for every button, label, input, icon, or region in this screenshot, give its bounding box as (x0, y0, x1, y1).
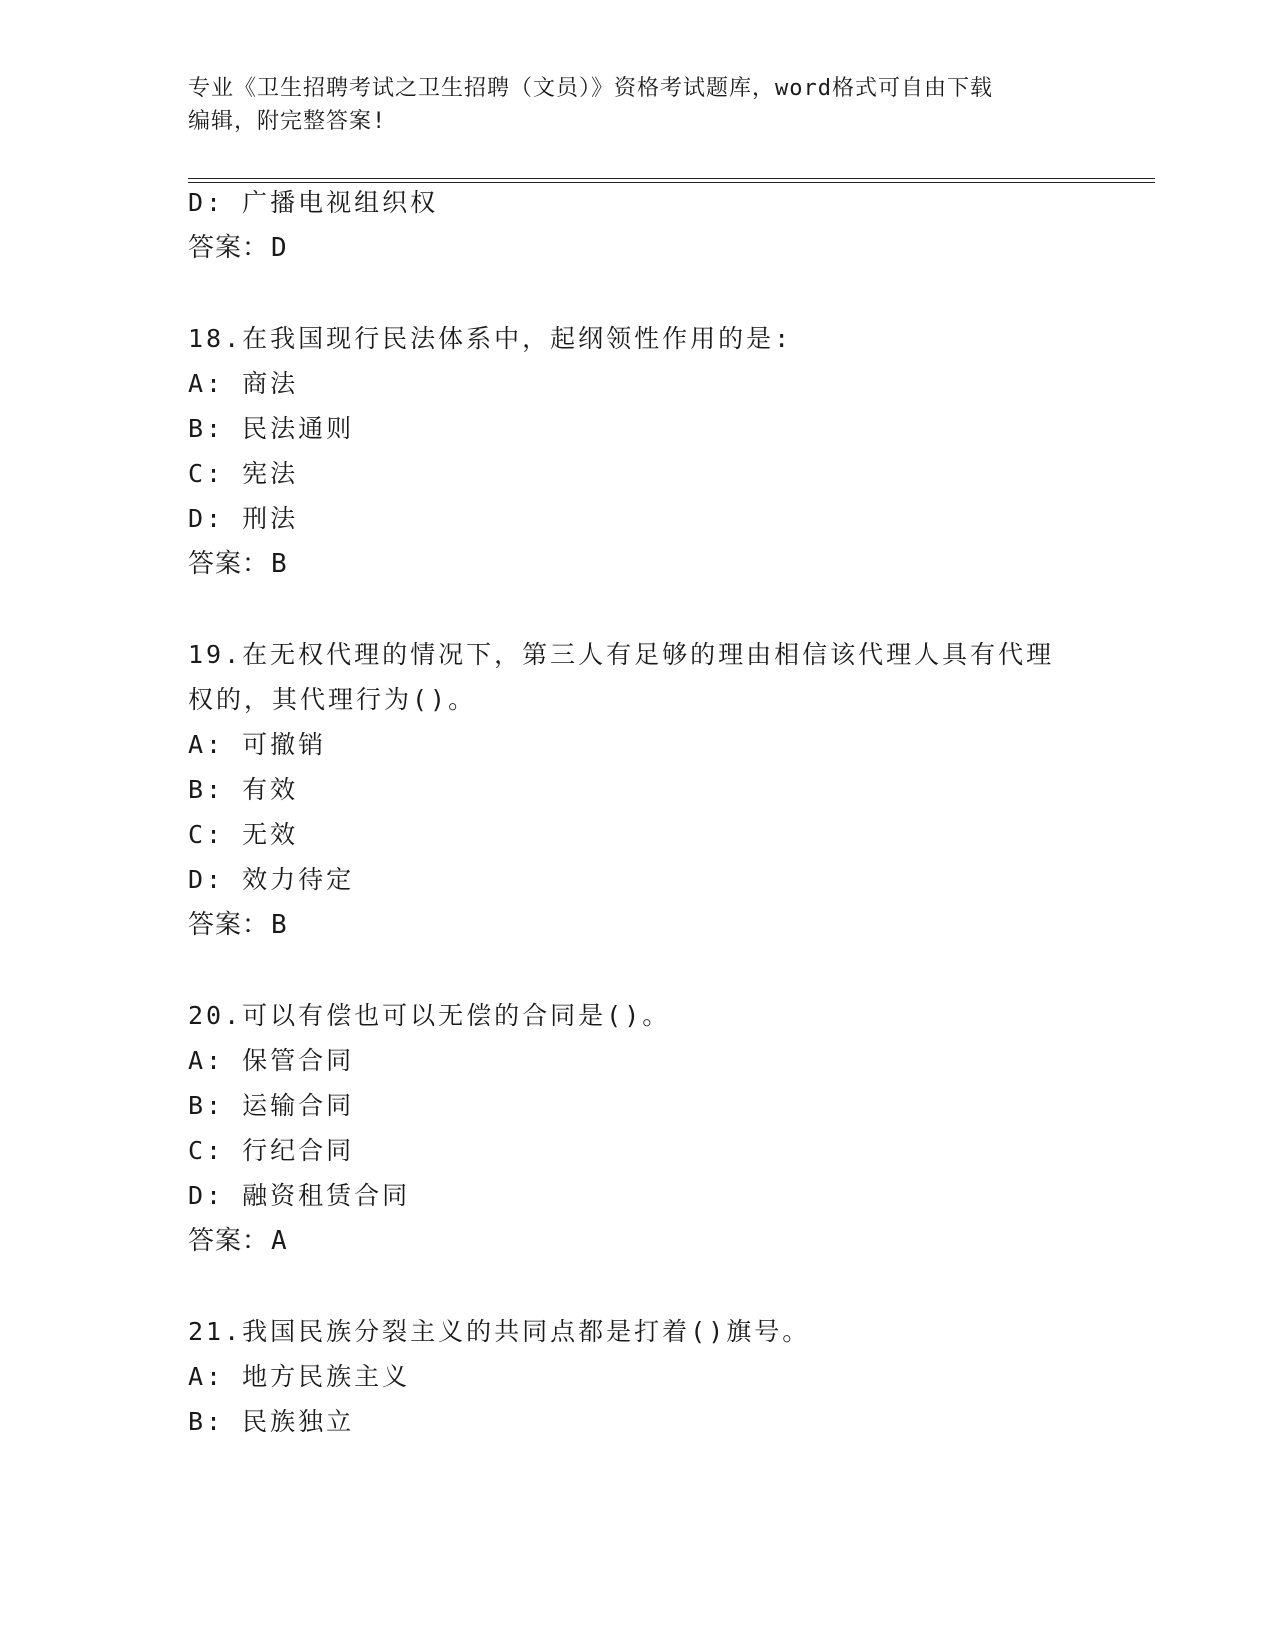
question-21-stem: 21.我国民族分裂主义的共同点都是打着()旗号。 (188, 1317, 811, 1346)
answer-label: 答案： (188, 910, 270, 940)
answer-label: 答案： (188, 1226, 270, 1256)
question-20-option-c: C: 行纪合同 (188, 1136, 355, 1165)
answer-label: 答案： (188, 549, 270, 579)
question-20-answer (188, 1224, 288, 1258)
question-18-option-b: B: 民法通则 (188, 414, 355, 443)
question-20-option-b: B: 运输合同 (188, 1091, 355, 1120)
question-19-option-c: C: 无效 (188, 820, 299, 849)
header-line-2: 编辑，附完整答案! (188, 109, 387, 134)
question-19-option-a: A: 可撤销 (188, 730, 327, 759)
question-18-answer (188, 547, 288, 581)
question-20-stem: 20.可以有偿也可以无偿的合同是()。 (188, 1001, 671, 1030)
answer-value: D (271, 233, 288, 263)
answer-value: B (271, 910, 288, 940)
document-header (188, 72, 1088, 138)
header-divider (188, 178, 1155, 183)
question-18-option-d: D: 刑法 (188, 504, 299, 533)
question-19-stem-line-2: 权的，其代理行为()。 (188, 685, 477, 714)
prev-answer (188, 231, 288, 265)
question-21-option-b: B: 民族独立 (188, 1407, 355, 1436)
question-18-option-a: A: 商法 (188, 369, 299, 398)
answer-label: 答案： (188, 233, 270, 263)
question-20-option-a: A: 保管合同 (188, 1046, 355, 1075)
question-19-option-b: B: 有效 (188, 775, 299, 804)
question-20-option-d: D: 融资租赁合同 (188, 1181, 411, 1210)
answer-value: A (271, 1226, 288, 1256)
question-21-option-a: A: 地方民族主义 (188, 1362, 411, 1391)
header-line-1: 专业《卫生招聘考试之卫生招聘（文员）》资格考试题库，word格式可自由下载 (188, 76, 993, 101)
question-18-stem: 18.在我国现行民法体系中，起纲领性作用的是: (188, 324, 793, 353)
question-19-answer (188, 908, 288, 942)
question-19-option-d: D: 效力待定 (188, 865, 355, 894)
question-18-option-c: C: 宪法 (188, 459, 299, 488)
prev-option-d: D: 广播电视组织权 (188, 188, 439, 217)
question-19-stem-line-1: 19.在无权代理的情况下，第三人有足够的理由相信该代理人具有代理 (188, 640, 1055, 669)
answer-value: B (271, 549, 288, 579)
